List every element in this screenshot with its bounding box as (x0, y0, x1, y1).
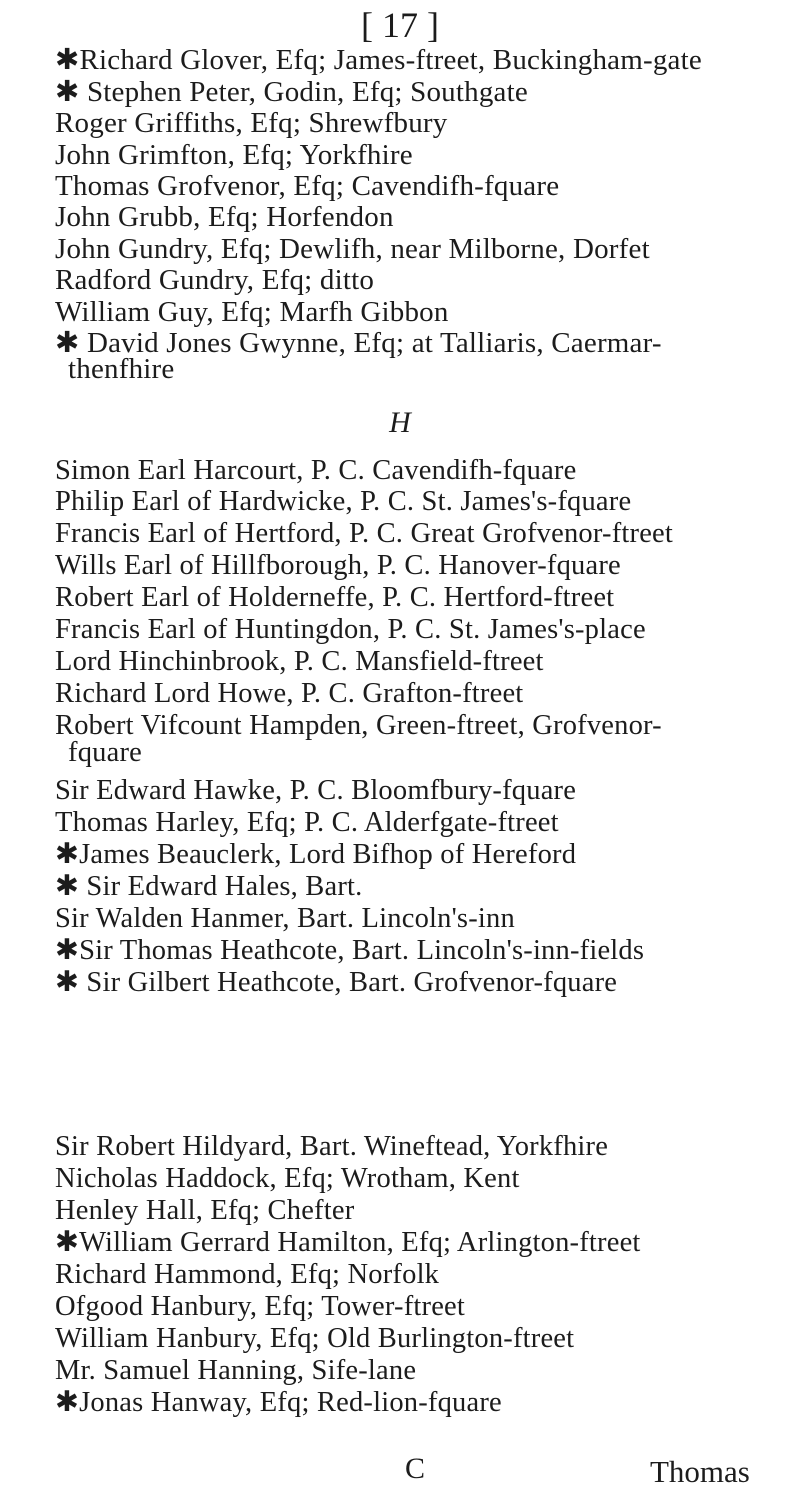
list-item: Sir Walden Hanmer, Bart. Lincoln's-inn (55, 903, 515, 934)
list-item: Nicholas Haddock, Efq; Wrotham, Kent (55, 1163, 520, 1194)
list-item: John Grubb, Efq; Horfendon (55, 201, 394, 233)
list-item: ✱James Beauclerk, Lord Bifhop of Hereford (55, 839, 577, 870)
list-item: ✱William Gerrard Hamilton, Efq; Arlington-ftreet (55, 1227, 641, 1258)
section-heading: H (389, 406, 411, 439)
list-item: Sir Robert Hildyard, Bart. Wineftead, Yorkfhire (55, 1131, 609, 1162)
list-item: Philip Earl of Hardwicke, P. C. St. James's-fquare (55, 486, 632, 517)
catchword: Thomas (650, 1454, 750, 1489)
list-item: ✱Sir Thomas Heathcote, Bart. Lincoln's-inn-fields (55, 935, 645, 966)
list-item: Radford Gundry, Efq; ditto (55, 264, 375, 296)
signature-mark: C (405, 1452, 426, 1485)
list-item: ✱ Sir Gilbert Heathcote, Bart. Grofvenor-fquare (55, 967, 618, 998)
list-item: ✱ Sir Edward Hales, Bart. (55, 871, 363, 902)
list-item: Richard Hammond, Efq; Norfolk (55, 1259, 440, 1290)
list-item: Francis Earl of Hertford, P. C. Great Grofvenor-ftreet (55, 518, 674, 549)
list-item: Richard Lord Howe, P. C. Grafton-ftreet (55, 678, 524, 709)
list-item: Francis Earl of Huntingdon, P. C. St. James's-place (55, 614, 646, 645)
list-item: John Gundry, Efq; Dewlifh, near Milborne, Dorfet (55, 233, 650, 265)
page-number: [ 17 ] (361, 5, 439, 45)
list-item: ✱ David Jones Gwynne, Efq; at Talliaris, Caermar- (55, 327, 662, 359)
list-item: Henley Hall, Efq; Chefter (55, 1195, 355, 1226)
list-item-continuation: fquare (68, 737, 142, 768)
list-item: Simon Earl Harcourt, P. C. Cavendifh-fquare (55, 455, 577, 486)
list-item: Roger Griffiths, Efq; Shrewfbury (55, 107, 448, 139)
list-item: Thomas Grofvenor, Efq; Cavendifh-fquare (55, 170, 560, 202)
list-item: Mr. Samuel Hanning, Sife-lane (55, 1355, 417, 1386)
list-item: ✱Richard Glover, Efq; James-ftreet, Buckingham-gate (55, 44, 702, 76)
list-item: ✱Jonas Hanway, Efq; Red-lion-fquare (55, 1387, 502, 1418)
list-item-continuation: thenfhire (68, 353, 175, 385)
list-item: Thomas Harley, Efq; P. C. Alderfgate-ftreet (55, 807, 559, 838)
list-item: Wills Earl of Hillfborough, P. C. Hanover-fquare (55, 550, 621, 581)
list-item: Sir Edward Hawke, P. C. Bloomfbury-fquare (55, 775, 577, 806)
list-item: Lord Hinchinbrook, P. C. Mansfield-ftreet (55, 646, 544, 677)
list-item: Ofgood Hanbury, Efq; Tower-ftreet (55, 1291, 466, 1322)
list-item: Robert Earl of Holderneffe, P. C. Hertford-ftreet (55, 582, 615, 613)
list-item: William Guy, Efq; Marfh Gibbon (55, 296, 449, 328)
list-item: John Grimfton, Efq; Yorkfhire (55, 139, 413, 171)
list-item: ✱ Stephen Peter, Godin, Efq; Southgate (55, 76, 528, 108)
list-item: William Hanbury, Efq; Old Burlington-ftreet (55, 1323, 575, 1354)
list-item: Robert Vifcount Hampden, Green-ftreet, Grofvenor- (55, 710, 662, 741)
